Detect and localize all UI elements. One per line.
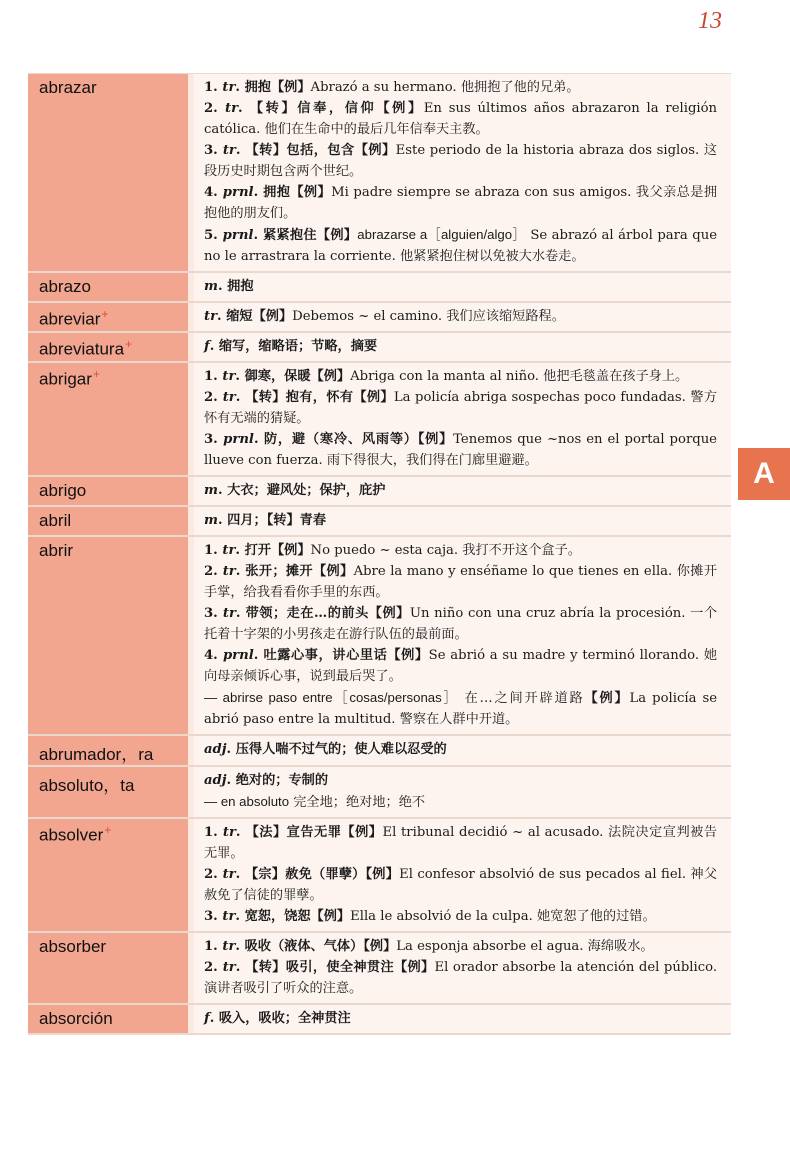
sense-number: 2. [204,390,218,405]
sense-line [204,98,717,140]
sense-number: 2. [204,101,218,116]
dictionary-entry [28,1005,731,1035]
gloss: 包括，包含 [286,143,355,158]
example: Tenemos que ~nos en el portal porque llueve con fuerza. 雨下得很大，我们得在门廊里避避。 [204,432,717,468]
sense-head: 3. tr. 带领；走在…的前头【例】 [204,606,410,621]
definitions-cell [194,303,731,331]
headword: abrir [39,541,74,560]
sense-line [204,822,717,864]
sense-number: 2. [204,564,218,579]
part-of-speech: tr [222,909,236,924]
example-label: 【例】 [290,185,332,200]
field-tag: 【转】 [245,143,287,158]
sense-line [204,770,717,791]
gloss: 吐露心事，讲心里话 [263,648,388,663]
sense-line [204,645,717,687]
part-of-speech: tr [222,606,236,621]
definitions-cell [194,477,731,505]
gloss: 带领；走在…的前头 [245,606,369,621]
gloss: 宣告无罪 [286,825,342,840]
definitions-cell [194,736,731,765]
sense-head: 1. tr. 拥抱【例】 [204,80,311,95]
definitions-cell [194,507,731,535]
gloss: 吸入，吸收；全神贯注 [218,1011,351,1026]
part-of-speech: f [204,339,210,354]
dictionary-entry [28,767,731,819]
definitions-cell [194,819,731,931]
definitions-cell [194,333,731,361]
example-label: 【例】 [393,960,435,975]
dictionary-table [28,73,731,1035]
sense-number: 3. [204,606,218,621]
example: Mi padre siempre se abraza con sus amigos. 我父亲总是拥抱他的朋友们。 [204,185,718,221]
example: La policía abriga sospechas poco fundadas. 警方怀有无端的猜疑。 [204,390,718,426]
example-label: 【例】 [310,909,351,924]
sense-number: 3. [204,432,218,447]
frequency-mark: + [104,823,112,837]
example: Ella le absolvió de la culpa. 她宽恕了他的过错。 [350,909,656,924]
sense-head: 5. prnl. 紧紧抱住【例】 [204,228,358,243]
gloss: 绝对的；专制的 [235,773,329,788]
example-label: 【例】 [584,691,630,706]
headword: abreviar [39,309,101,329]
part-of-speech: m [204,483,218,498]
part-of-speech-group: m. 四月；【转】青春 [204,513,327,528]
sense-line [204,276,717,297]
headword: abrazo [39,277,91,296]
gloss: 拥抱 [263,185,291,200]
definitions-cell [194,273,731,301]
sense-head: 3. tr. 宽恕，饶恕【例】 [204,909,351,924]
idiom-phrase: — en absoluto [204,794,290,809]
part-of-speech: adj [204,773,227,788]
part-of-speech: prnl [222,648,254,663]
gloss: 缩写，缩略语；节略，摘要 [218,339,378,354]
sense-line [204,603,717,645]
sense-head: 1. tr. 吸收（液体、气体）【例】 [204,939,397,954]
example: No puedo ~ esta caja. 我打不开这个盒子。 [310,543,581,558]
gloss: 张开；摊开 [245,564,313,579]
example: Se abrazó al árbol para que no le arrastrara la corriente. 他紧紧抱住树以免被大水卷走。 [204,228,718,264]
sense-number: 1. [204,825,218,840]
page-number: 13 [698,8,722,34]
dictionary-entry [28,477,731,507]
gloss: 信奉，信仰 [297,101,377,116]
sense-line [204,224,717,267]
gloss: 吸收（液体、气体） [244,939,364,954]
sense-line [204,336,717,357]
example: Abrazó a su hermano. 他拥抱了他的兄弟。 [310,80,580,95]
example: La policía se abrió paso entre la multitud. 警察在人群中开道。 [204,691,718,727]
gloss: 压得人喘不过气的；使人难以忍受的 [235,742,447,757]
field-tag: 【法】 [245,825,287,840]
example: Debemos ~ el camino. 我们应该缩短路程。 [292,309,565,324]
idiom-line [204,791,717,813]
part-of-speech: prnl [223,432,254,447]
headword-cell [28,1005,188,1033]
sense-line [204,561,717,603]
headword: absorción [39,1009,113,1028]
example: Un niño con una cruz abría la procesión. 一个托着十字架的小男孩走在游行队伍的最前面。 [204,606,718,642]
sense-number: 1. [204,543,218,558]
headword-cell [28,74,188,271]
dictionary-entry [28,736,731,767]
example-label: 【例】 [353,390,394,405]
gloss: 大衣；避风处；保护，庇护 [227,483,386,498]
headword: abrigo [39,481,87,500]
part-of-speech: tr [222,143,236,158]
gloss: 缩短 [226,309,253,324]
sense-number: 3. [204,143,218,158]
definitions-cell [194,767,731,817]
part-of-speech: tr [222,390,236,405]
part-of-speech: tr [222,543,236,558]
example-label: 【例】 [316,228,358,243]
part-of-speech: tr [222,939,236,954]
example-label: 【例】 [368,606,410,621]
sense-head: 2. tr. 【转】抱有，怀有【例】 [204,390,394,405]
example-label: 【例】 [270,543,311,558]
headword-cell [28,767,188,817]
sense-number: 4. [204,648,218,663]
example-label: 【例】 [270,80,311,95]
headword: abreviatura [39,339,125,359]
sense-number: 3. [204,909,218,924]
idiom-meaning: 在…之间开辟道路 [464,691,585,706]
gloss: 宽恕，饶恕 [244,909,311,924]
example-label: 【例】 [312,564,354,579]
example-label: 【例】 [387,648,429,663]
part-of-speech-group: f. 吸入，吸收；全神贯注 [204,1011,351,1026]
sense-head: 2. tr. 【转】信奉，信仰【例】 [204,101,424,116]
headword-cell [28,303,188,331]
gloss: 紧紧抱住 [262,228,317,243]
example-label: 【例】 [341,825,383,840]
sense-line [204,480,717,501]
section-letter-tab: A [738,448,790,500]
sense-number: 2. [204,960,218,975]
definitions-cell [194,74,731,271]
example: El confesor absolvió de sus pecados al fiel. 神父赦免了信徒的罪孽。 [204,867,718,903]
dictionary-entry [28,507,731,537]
dictionary-entry [28,363,731,477]
gloss: 赦免（罪孽） [285,867,366,882]
gloss: 御寒，保暖 [244,369,311,384]
sense-line [204,140,717,182]
headword-cell [28,933,188,1003]
sense-head: 3. prnl. 防，避（寒冷、风雨等）【例】 [204,432,454,447]
sense-number: 1. [204,369,218,384]
gloss: 四月；【转】青春 [227,513,327,528]
dictionary-entry [28,303,731,333]
part-of-speech: tr [222,369,236,384]
part-of-speech: tr [222,867,236,882]
part-of-speech: prnl [222,185,254,200]
part-of-speech-group: m. 拥抱 [204,279,254,294]
part-of-speech: tr [222,80,236,95]
field-tag: 【宗】 [245,867,286,882]
idiom-meaning: 完全地；绝对地；绝不 [293,794,426,809]
sense-line [204,739,717,760]
sense-head: tr. 缩短【例】 [204,309,293,324]
headword: absolver [39,825,104,845]
example: Este periodo de la historia abraza dos siglos. 这段历史时期包含两个世纪。 [204,143,718,179]
frequency-mark: + [92,367,100,381]
headword-cell [28,507,188,535]
sense-head: 1. tr. 打开【例】 [204,543,311,558]
gloss: 拥抱 [227,279,254,294]
example-label-group [585,691,630,706]
sense-line [204,429,717,471]
part-of-speech: prnl [222,228,254,243]
sense-head: 2. tr. 【转】吸引，使全神贯注【例】 [204,960,435,975]
phrase: abrazarse a［alguien/algo］ [357,227,526,242]
sense-line [204,906,717,927]
sense-line [204,306,717,327]
sense-line [204,936,717,957]
sense-head: 1. tr. 御寒，保暖【例】 [204,369,351,384]
sense-number: 2. [204,867,218,882]
example: La esponja absorbe el agua. 海绵吸水。 [396,939,654,954]
dictionary-entry [28,537,731,736]
dictionary-entry [28,933,731,1005]
part-of-speech-group: adj. 压得人喘不过气的；使人难以忍受的 [204,742,447,757]
definitions-cell [194,537,731,734]
example-label: 【例】 [354,143,396,158]
sense-line [204,540,717,561]
dictionary-entry [28,819,731,933]
definitions-cell [194,363,731,475]
headword-cell [28,736,188,765]
part-of-speech-group: m. 大衣；避风处；保护，庇护 [204,483,386,498]
frequency-mark: + [125,337,133,351]
example: El tribunal decidió ~ al acusado. 法院决定宣判被告无罪。 [204,825,718,861]
part-of-speech: m [204,279,218,294]
sense-number: 1. [204,80,218,95]
sense-line [204,864,717,906]
example-label: 【例】 [365,867,400,882]
sense-line [204,1008,717,1029]
gloss: 吸引，使全神贯注 [285,960,394,975]
headword-cell [28,273,188,301]
gloss: 防，避（寒冷、风雨等） [263,432,418,447]
dictionary-entry [28,74,731,273]
sense-head: 2. tr. 张开；摊开【例】 [204,564,354,579]
example: El orador absorbe la atención del público. 演讲者吸引了听众的注意。 [204,960,718,996]
sense-head: 4. prnl. 拥抱【例】 [204,185,332,200]
gloss: 拥抱 [244,80,271,95]
headword: abrumador，ra [39,745,154,764]
part-of-speech: tr [204,309,218,324]
part-of-speech: adj [204,742,227,757]
headword-cell [28,537,188,734]
sense-head: 2. tr. 【宗】赦免（罪孽）【例】 [204,867,400,882]
dictionary-entry [28,273,731,303]
example: Se abrió a su madre y terminó llorando. 她向母亲倾诉心事，说到最后哭了。 [204,648,718,684]
frequency-mark: + [101,307,109,321]
example: Abriga con la manta al niño. 他把毛毯盖在孩子身上。 [350,369,689,384]
headword: absorber [39,937,107,956]
part-of-speech: tr [222,564,236,579]
part-of-speech: f [204,1011,210,1026]
definitions-cell [194,1005,731,1033]
example-label: 【例】 [252,309,293,324]
sense-head: 3. tr. 【转】包括，包含【例】 [204,143,396,158]
example: En sus últimos años abrazaron la religión católica. 他们在生命中的最后几年信奉天主教。 [204,101,718,137]
sense-number: 1. [204,939,218,954]
field-tag: 【转】 [245,960,286,975]
part-of-speech-group: f. 缩写，缩略语；节略，摘要 [204,339,378,354]
sense-line [204,957,717,999]
definitions-cell [194,933,731,1003]
headword-cell [28,363,188,475]
sense-line [204,77,717,98]
sense-number: 4. [204,185,218,200]
headword-cell [28,819,188,931]
sense-line [204,387,717,429]
part-of-speech: tr [222,825,236,840]
headword: abrigar [39,369,92,389]
headword-cell [28,477,188,505]
part-of-speech: m [204,513,218,528]
sense-line [204,510,717,531]
part-of-speech: tr [222,960,236,975]
sense-head: 4. prnl. 吐露心事，讲心里话【例】 [204,648,429,663]
idiom-phrase: — abrirse paso entre［cosas/personas］ [204,690,459,705]
example: Abre la mano y enséñame lo que tienes en ella. 你摊开手掌，给我看看你手里的东西。 [204,564,718,600]
headword: abrazar [39,78,97,97]
headword: absoluto，ta [39,776,135,795]
headword: abril [39,511,72,530]
field-tag: 【转】 [249,101,298,116]
dictionary-entry [28,333,731,363]
example-label: 【例】 [363,939,397,954]
sense-head: 1. tr. 【法】宣告无罪【例】 [204,825,383,840]
example-label: 【例】 [376,101,424,116]
sense-number: 5. [204,228,218,243]
example-label: 【例】 [310,369,351,384]
part-of-speech-group: adj. 绝对的；专制的 [204,773,329,788]
gloss: 抱有，怀有 [285,390,354,405]
sense-line [204,182,717,224]
idiom-line [204,687,717,730]
part-of-speech: tr [225,101,239,116]
example-label: 【例】 [417,432,454,447]
gloss: 打开 [244,543,271,558]
sense-line [204,366,717,387]
headword-cell [28,333,188,361]
field-tag: 【转】 [245,390,286,405]
